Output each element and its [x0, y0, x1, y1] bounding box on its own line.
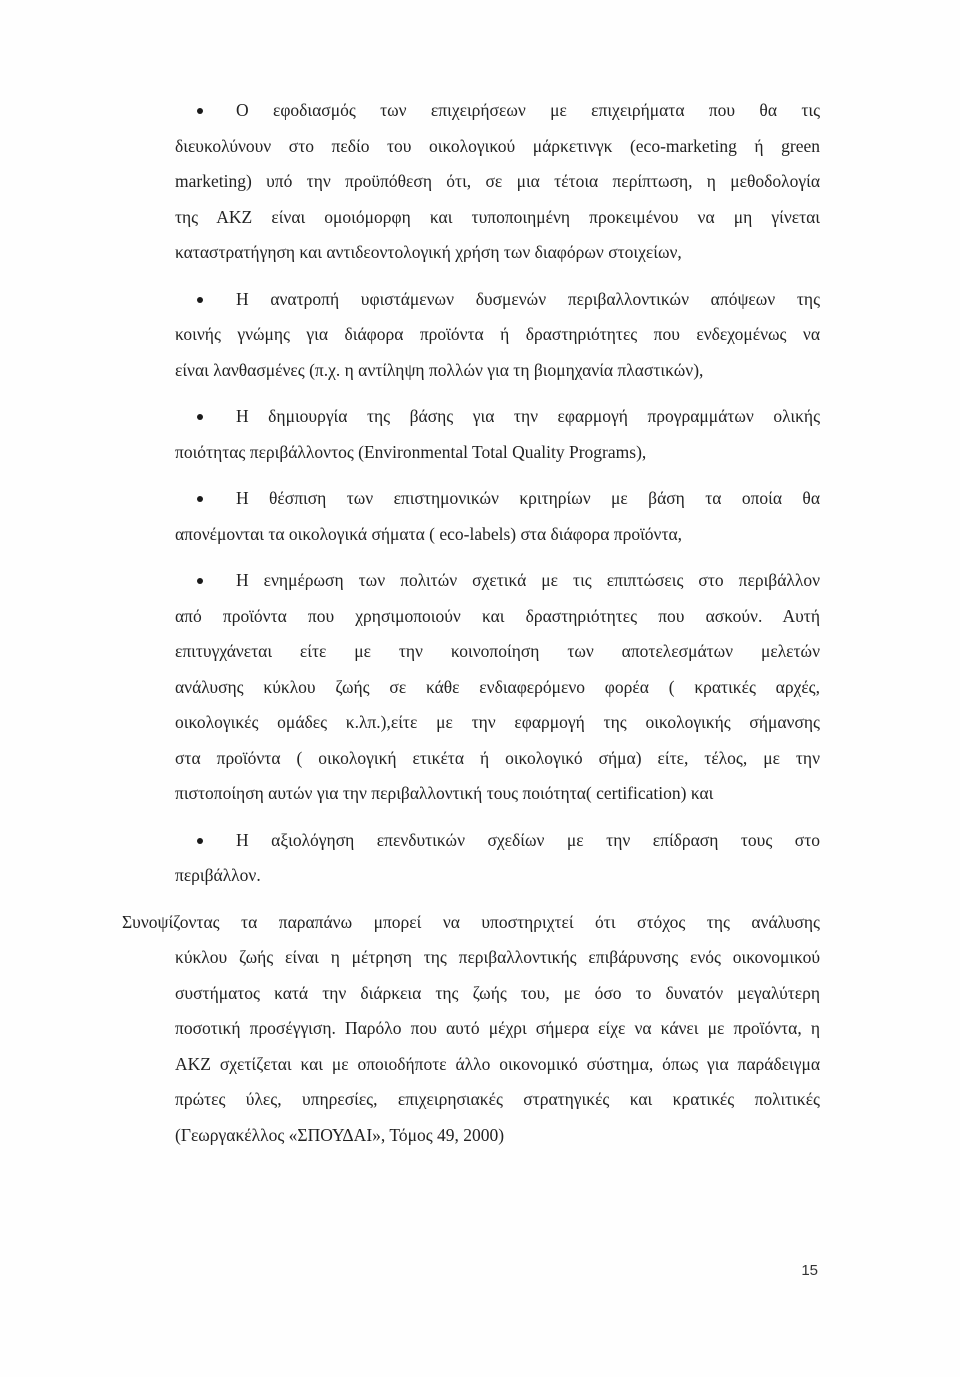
- bullet-icon: [197, 838, 203, 844]
- text-line: ποιότητας περιβάλλοντος (Environmental Total Quality Programs),: [175, 441, 647, 462]
- text-line: κύκλου ζωής είναι η μέτρηση της περιβαλλοντικής επιβάρυνσης ενός οικονομικού: [175, 947, 820, 967]
- bullet-item: [175, 823, 820, 894]
- page-body: [122, 93, 820, 1164]
- text-line: από προϊόντα που χρησιμοποιούν και δραστηριότητες που ασκούν. Αυτή: [175, 605, 820, 626]
- text-line: απονέμονται τα οικολογικά σήματα ( eco-labels) στα διάφορα προϊόντα,: [175, 523, 683, 544]
- text-line: Ο εφοδιασμός των επιχειρήσεων με επιχειρήματα που θα τις: [236, 100, 820, 120]
- bullet-icon: [197, 578, 203, 584]
- text-line: περιβάλλον.: [175, 865, 261, 885]
- text-line: καταστρατήγηση και αντιδεοντολογική χρήση των διαφόρων στοιχείων,: [175, 242, 682, 262]
- bullet-item: [175, 399, 820, 470]
- text-line: marketing) υπό την προϋπόθεση ότι, σε μια τέτοια περίπτωση, η μεθοδολογία: [175, 171, 820, 191]
- text-line: Η αξιολόγηση επενδυτικών σχεδίων με την επίδραση τους στο: [236, 829, 820, 850]
- text-line: ανάλυσης κύκλου ζωής σε κάθε ενδιαφερόμενο φορέα ( κρατικές αρχές,: [175, 676, 820, 697]
- text-line: της ΑΚΖ είναι ομοιόμορφη και τυποποιημένη προκειμένου να μη γίνεται: [175, 206, 820, 227]
- page-number: 15: [801, 1262, 818, 1279]
- bullet-item: [175, 93, 820, 271]
- bullet-item: [175, 563, 820, 812]
- text-line: συστήματος κατά την διάρκεια της ζωής του, με όσο το δυνατόν μεγαλύτερη: [175, 982, 820, 1003]
- bullet-icon: [197, 496, 203, 502]
- text-line: πιστοποίηση αυτών για την περιβαλλοντική τους ποιότητα( certification) και: [175, 783, 714, 803]
- text-line: είναι λανθασμένες (π.χ. η αντίληψη πολλών για τη βιομηχανία πλαστικών),: [175, 359, 704, 380]
- text-line: Συνοψίζοντας τα παραπάνω μπορεί να υποστηριχτεί ότι στόχος της ανάλυσης: [122, 911, 820, 932]
- bullet-icon: [197, 108, 203, 114]
- text-line: ΑΚΖ σχετίζεται και με οποιοδήποτε άλλο οικονομικό σύστημα, όπως για παράδειγμα: [175, 1053, 820, 1074]
- text-line: πρώτες ύλες, υπηρεσίες, επιχειρησιακές στρατηγικές και κρατικές πολιτικές: [175, 1089, 820, 1109]
- text-line: Η ενημέρωση των πολιτών σχετικά με τις επιπτώσεις στο περιβάλλον: [236, 570, 820, 590]
- text-line: ποσοτική προσέγγιση. Παρόλο που αυτό μέχρι σήμερα είχε να κάνει με προϊόντα, η: [175, 1018, 820, 1038]
- bullet-item: [175, 282, 820, 389]
- citation-line: (Γεωργακέλλος «ΣΠΟΥΔΑΙ», Τόμος 49, 2000): [175, 1124, 505, 1145]
- bullet-item: [175, 481, 820, 552]
- text-line: στα προϊόντα ( οικολογική ετικέτα ή οικολογικό σήμα) είτε, τέλος, με την: [175, 747, 820, 768]
- text-line: Η θέσπιση των επιστημονικών κριτηρίων με βάση τα οποία θα: [236, 488, 820, 508]
- text-line: οικολογικές ομάδες κ.λπ.),είτε με την εφαρμογή της οικολογικής σήμανσης: [175, 712, 820, 732]
- bullet-icon: [197, 414, 203, 420]
- text-line: Η δημιουργία της βάσης για την εφαρμογή προγραμμάτων ολικής: [236, 406, 820, 426]
- text-line: επιτυγχάνεται είτε με την κοινοποίηση των αποτελεσμάτων μελετών: [175, 641, 820, 661]
- text-line: Η ανατροπή υφιστάμενων δυσμενών περιβαλλοντικών απόψεων της: [236, 288, 820, 309]
- bullet-icon: [197, 297, 203, 303]
- text-line: διευκολύνουν στο πεδίο του οικολογικού μάρκετινγκ (eco-marketing ή green: [175, 135, 820, 156]
- text-line: κοινής γνώμης για διάφορα προϊόντα ή δραστηριότητες που ενδεχομένως να: [175, 324, 820, 344]
- summary-paragraph: [122, 905, 820, 1154]
